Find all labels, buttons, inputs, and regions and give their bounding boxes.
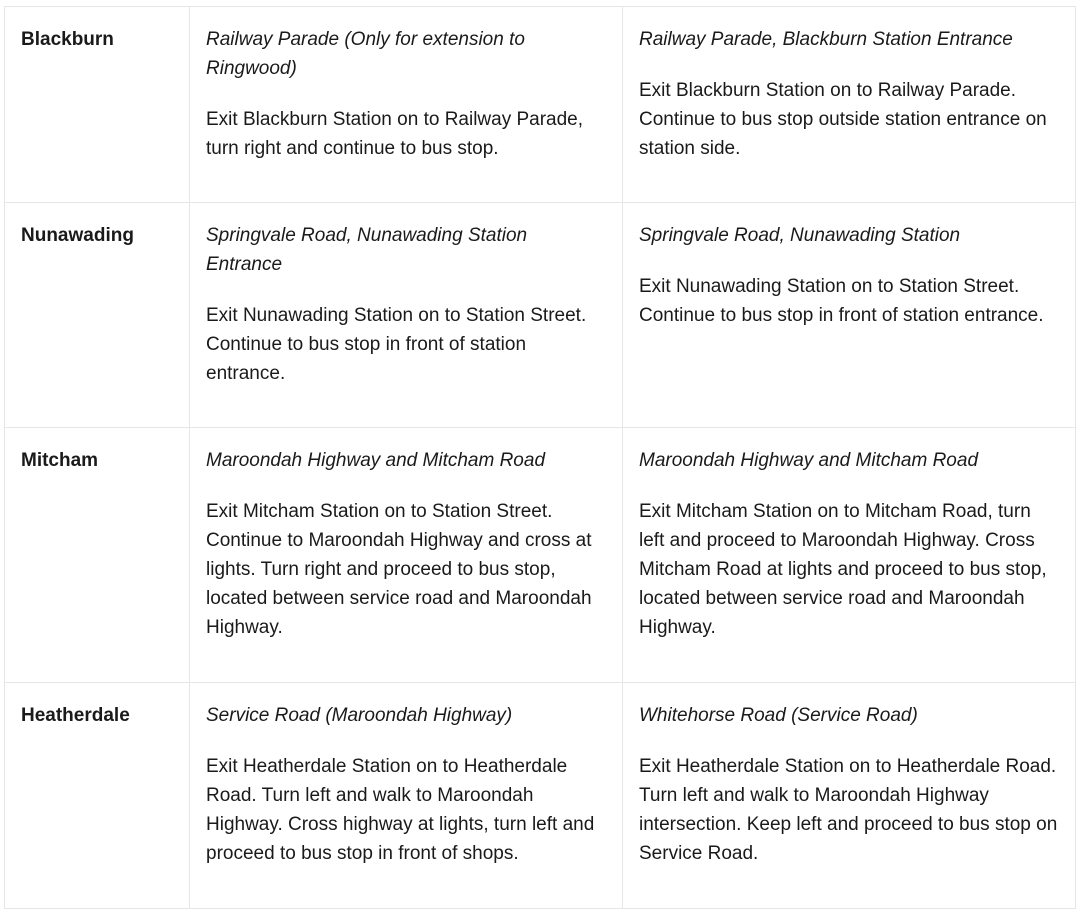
bus-stop-location: Whitehorse Road (Service Road)	[639, 705, 918, 726]
bus-stop-location: Service Road (Maroondah Highway)	[206, 705, 513, 726]
walking-directions: Exit Nunawading Station on to Station Street. Continue to bus stop in front of station entrance.	[639, 276, 1044, 326]
table-row	[5, 6, 1075, 202]
bus-stop-location: Springvale Road, Nunawading Station	[639, 225, 961, 246]
table-row	[5, 427, 1075, 682]
bus-stop-cell	[190, 428, 623, 682]
bus-stop-location: Maroondah Highway and Mitcham Road	[639, 450, 979, 471]
station-name: Nunawading	[5, 203, 190, 427]
walking-directions: Exit Mitcham Station on to Station Street. Continue to Maroondah Highway and cross at lights. Turn right and proceed to bus stop, located between service road and Maroondah Highway.	[206, 501, 592, 638]
bus-stop-cell	[623, 7, 1075, 202]
walking-directions: Exit Heatherdale Station on to Heatherdale Road. Turn left and walk to Maroondah Highway. Cross highway at lights, turn left and proceed to bus stop in front of shops.	[206, 756, 595, 864]
walking-directions: Exit Mitcham Station on to Mitcham Road, turn left and proceed to Maroondah Highway. Cross Mitcham Road at lights and proceed to bus stop, located between service road and Maroondah Highway.	[639, 501, 1047, 638]
station-name: Blackburn	[5, 7, 190, 202]
bus-stop-cell	[623, 203, 1075, 427]
replacement-bus-stops-table	[4, 6, 1076, 909]
bus-stop-cell	[190, 683, 623, 908]
bus-stop-location: Railway Parade, Blackburn Station Entrance	[639, 29, 1013, 50]
table-row	[5, 682, 1075, 909]
station-name: Heatherdale	[5, 683, 190, 908]
bus-stop-cell	[623, 428, 1075, 682]
walking-directions: Exit Nunawading Station on to Station Street. Continue to bus stop in front of station entrance.	[206, 305, 587, 384]
bus-stop-cell	[623, 683, 1075, 908]
bus-stop-location: Railway Parade (Only for extension to Ringwood)	[206, 29, 525, 79]
station-name: Mitcham	[5, 428, 190, 682]
bus-stop-cell	[190, 7, 623, 202]
walking-directions: Exit Blackburn Station on to Railway Parade. Continue to bus stop outside station entrance on station side.	[639, 80, 1047, 159]
walking-directions: Exit Blackburn Station on to Railway Parade, turn right and continue to bus stop.	[206, 109, 584, 159]
bus-stop-cell	[190, 203, 623, 427]
bus-stop-location: Springvale Road, Nunawading Station Entrance	[206, 225, 528, 275]
bus-stop-location: Maroondah Highway and Mitcham Road	[206, 450, 546, 471]
walking-directions: Exit Heatherdale Station on to Heatherdale Road. Turn left and walk to Maroondah Highway intersection. Keep left and proceed to bus stop on Service Road.	[639, 756, 1058, 864]
table-row	[5, 202, 1075, 427]
